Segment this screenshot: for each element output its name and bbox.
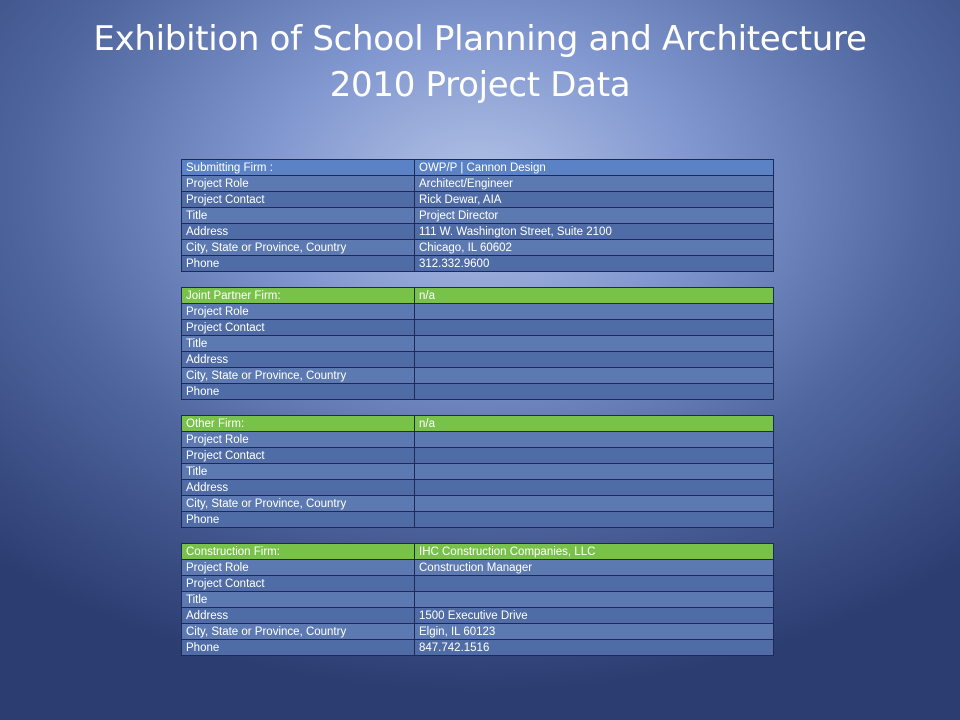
table-row [182,640,774,656]
row-value-cell: 1500 Executive Drive [415,608,774,624]
row-label-cell: Title [182,464,415,480]
table-row [182,448,774,464]
row-value-cell: 847.742.1516 [415,640,774,656]
row-value-cell [415,480,774,496]
table-header-row [182,288,774,304]
row-value-cell: Construction Manager [415,560,774,576]
table-row [182,496,774,512]
row-value-cell [415,464,774,480]
row-label-cell: City, State or Province, Country [182,368,415,384]
row-label-cell: Project Contact [182,192,415,208]
header-label-cell: Submitting Firm : [182,160,415,176]
slide-title [0,16,960,108]
header-value-cell: n/a [415,416,774,432]
row-value-cell: 111 W. Washington Street, Suite 2100 [415,224,774,240]
row-label-cell: Title [182,336,415,352]
row-value-cell: Project Director [415,208,774,224]
table-row [182,176,774,192]
row-label-cell: Project Role [182,304,415,320]
row-value-cell [415,496,774,512]
other-firm-table [181,415,774,528]
row-label-cell: Title [182,592,415,608]
table-row [182,624,774,640]
row-label-cell: Phone [182,640,415,656]
table-row [182,608,774,624]
row-value-cell [415,352,774,368]
row-label-cell: Address [182,608,415,624]
table-row [182,240,774,256]
table-row [182,384,774,400]
row-value-cell [415,432,774,448]
row-label-cell: Project Role [182,176,415,192]
row-value-cell [415,448,774,464]
table-row [182,208,774,224]
table-row [182,320,774,336]
row-value-cell [415,512,774,528]
row-value-cell [415,304,774,320]
row-label-cell: City, State or Province, Country [182,624,415,640]
row-value-cell [415,320,774,336]
row-label-cell: Address [182,352,415,368]
table-row [182,336,774,352]
row-value-cell: Chicago, IL 60602 [415,240,774,256]
row-label-cell: Project Role [182,560,415,576]
construction-firm-table [181,543,774,656]
slide-title-line-1: Exhibition of School Planning and Architecture [93,19,867,59]
header-label-cell: Joint Partner Firm: [182,288,415,304]
table-row [182,368,774,384]
table-row [182,304,774,320]
header-label-cell: Other Firm: [182,416,415,432]
row-value-cell: Rick Dewar, AIA [415,192,774,208]
row-label-cell: Phone [182,384,415,400]
row-value-cell [415,336,774,352]
header-label-cell: Construction Firm: [182,544,415,560]
row-label-cell: Project Contact [182,320,415,336]
row-label-cell: Address [182,480,415,496]
row-value-cell [415,576,774,592]
row-label-cell: Project Contact [182,448,415,464]
row-label-cell: City, State or Province, Country [182,496,415,512]
table-row [182,224,774,240]
row-value-cell: Architect/Engineer [415,176,774,192]
header-value-cell: n/a [415,288,774,304]
row-label-cell: Phone [182,512,415,528]
row-value-cell [415,368,774,384]
row-value-cell: 312.332.9600 [415,256,774,272]
row-label-cell: City, State or Province, Country [182,240,415,256]
table-header-row [182,160,774,176]
row-label-cell: Project Contact [182,576,415,592]
row-value-cell [415,384,774,400]
row-label-cell: Phone [182,256,415,272]
header-value-cell: OWP/P | Cannon Design [415,160,774,176]
table-row [182,480,774,496]
table-row [182,592,774,608]
table-row [182,560,774,576]
row-label-cell: Project Role [182,432,415,448]
table-row [182,432,774,448]
table-row [182,576,774,592]
submitting-firm-table [181,159,774,272]
table-row [182,512,774,528]
joint-partner-firm-table [181,287,774,400]
row-label-cell: Address [182,224,415,240]
row-value-cell: Elgin, IL 60123 [415,624,774,640]
table-row [182,352,774,368]
header-value-cell: IHC Construction Companies, LLC [415,544,774,560]
table-header-row [182,544,774,560]
table-row [182,464,774,480]
table-row [182,192,774,208]
table-header-row [182,416,774,432]
row-value-cell [415,592,774,608]
slide-title-line-2: 2010 Project Data [329,65,631,105]
row-label-cell: Title [182,208,415,224]
table-row [182,256,774,272]
